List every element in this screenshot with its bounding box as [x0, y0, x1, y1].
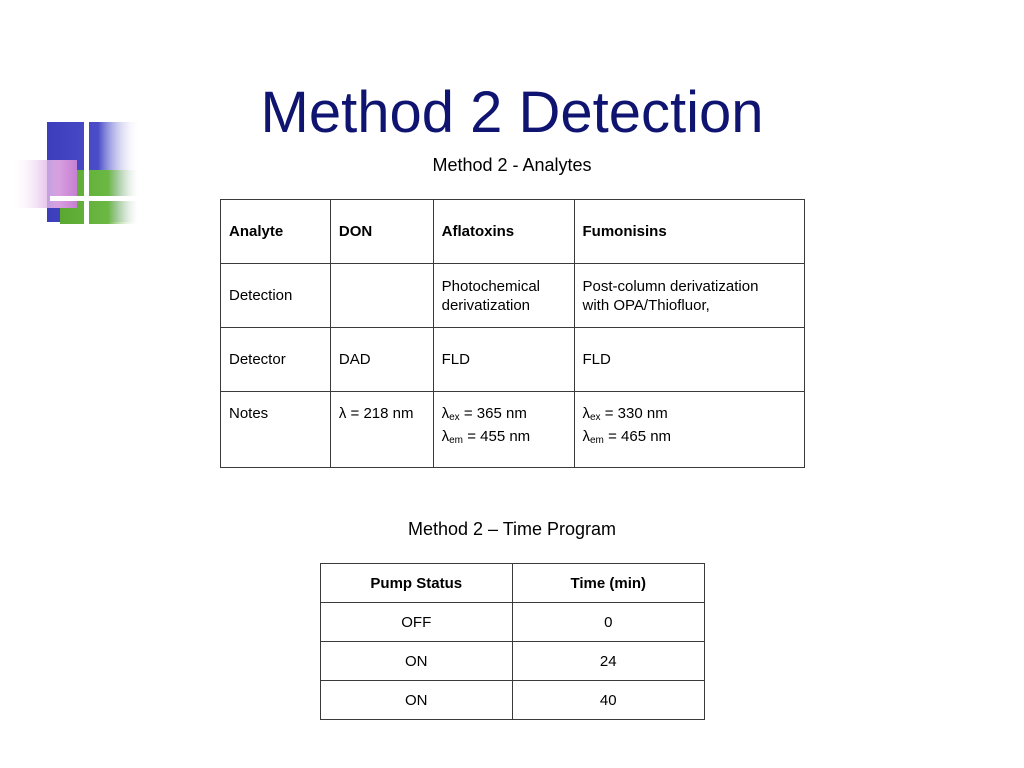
time-cell: 0	[512, 603, 704, 642]
header-fumonisins: Fumonisins	[574, 200, 805, 264]
notes-fumonisins-ex: = 330 nm	[604, 405, 668, 422]
table-row	[321, 642, 705, 681]
slide-title: Method 2 Detection	[260, 80, 764, 145]
row-label-detection: Detection	[221, 264, 331, 328]
detection-aflatoxins-line2: derivatization	[441, 296, 531, 314]
detection-fumonisins	[574, 264, 805, 328]
detector-aflatoxins: FLD	[433, 328, 574, 392]
notes-fumonisins	[574, 392, 805, 468]
ex-subscript: ex	[590, 412, 601, 423]
notes-don-value: = 218 nm	[350, 405, 414, 422]
table-row	[221, 328, 805, 392]
table-row	[221, 392, 805, 468]
time-program-caption: Method 2 – Time Program	[407, 519, 617, 539]
lambda-symbol: λ	[338, 405, 347, 422]
pump-status-cell: ON	[321, 642, 513, 681]
header-pump-status: Pump Status	[321, 564, 513, 603]
detection-fumonisins-line2: with OPA/Thiofluor,	[582, 296, 710, 314]
detection-aflatoxins-line1: Photochemical	[441, 277, 541, 295]
pump-status-cell: ON	[321, 681, 513, 720]
detection-don	[330, 264, 433, 328]
analytes-caption: Method 2 - Analytes	[432, 155, 592, 175]
row-label-detector: Detector	[221, 328, 331, 392]
header-aflatoxins: Aflatoxins	[433, 200, 574, 264]
analytes-table	[220, 199, 805, 468]
notes-don	[330, 392, 433, 468]
ex-subscript: ex	[449, 412, 460, 423]
table-row	[321, 681, 705, 720]
header-don: DON	[330, 200, 433, 264]
lambda-symbol: λ	[582, 428, 590, 445]
notes-aflatoxins-em: = 455 nm	[467, 428, 531, 445]
lambda-symbol: λ	[441, 428, 450, 445]
detection-aflatoxins	[433, 264, 574, 328]
lambda-symbol: λ	[582, 405, 590, 422]
table-header-row	[221, 200, 805, 264]
time-cell: 40	[512, 681, 704, 720]
table-header-row	[321, 564, 705, 603]
detector-fumonisins: FLD	[574, 328, 805, 392]
notes-aflatoxins	[433, 392, 574, 468]
notes-fumonisins-em: = 465 nm	[608, 428, 672, 445]
row-label-notes: Notes	[221, 392, 331, 468]
header-time: Time (min)	[512, 564, 704, 603]
detection-fumonisins-line1: Post-column derivatization	[582, 277, 759, 295]
table-row	[321, 603, 705, 642]
em-subscript: em	[449, 435, 464, 446]
time-cell: 24	[512, 642, 704, 681]
lambda-symbol: λ	[441, 405, 450, 422]
time-program-table	[320, 563, 705, 720]
em-subscript: em	[590, 435, 604, 446]
table-row	[221, 264, 805, 328]
detector-don: DAD	[330, 328, 433, 392]
pump-status-cell: OFF	[321, 603, 513, 642]
header-analyte: Analyte	[221, 200, 331, 264]
notes-aflatoxins-ex: = 365 nm	[463, 405, 527, 422]
